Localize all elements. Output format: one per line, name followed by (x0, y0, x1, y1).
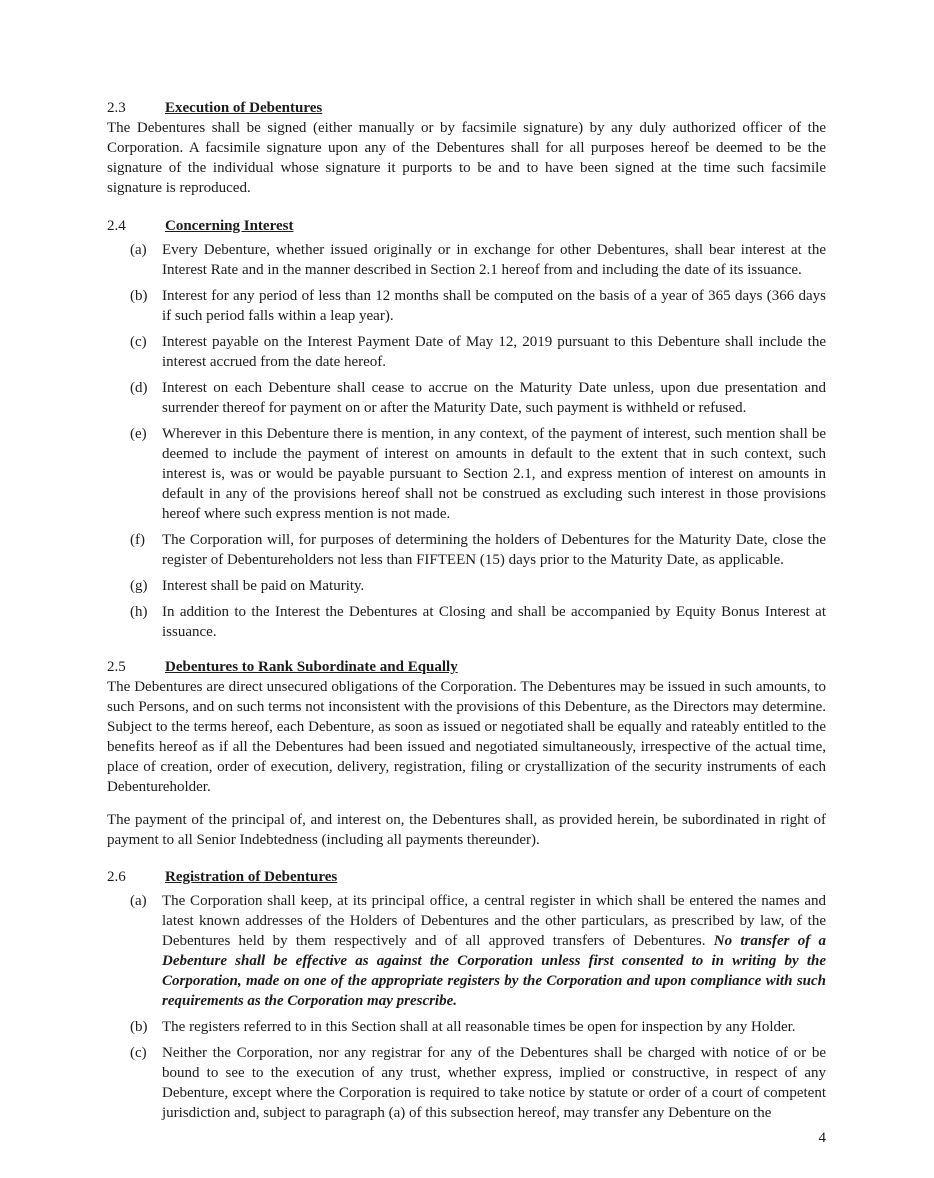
page-number: 4 (818, 1130, 826, 1146)
list-item-label: (d) (130, 380, 148, 396)
list-item-label: (b) (130, 288, 148, 304)
list-item-text: Every Debenture, whether issued originally or in exchange for other Debentures, shall bear interest at the Interest Rate and in the manner described in Section 2.1 hereof from and including the date of its issuance. (162, 242, 826, 278)
list-item-text: Interest for any period of less than 12 months shall be computed on the basis of a year of 365 days (366 days if such period falls within a leap year). (162, 288, 826, 324)
section-2-5-paragraph-1: The Debentures are direct unsecured obligations of the Corporation. The Debentures may be issued in such amounts, to such Persons, and on such terms not inconsistent with the provisions of this Debenture, as the Directors may determine. Subject to the terms hereof, each Debenture, as soon as issued or negotiated shall be equally and rateably entitled to the benefits hereof as if all the Debentures had been issued and negotiated simultaneously, irrespective of the actual time, place of creation, order of execution, delivery, registration, filing or crystallization of the security instruments of each Debentureholder. (107, 679, 826, 795)
list-item-label: (b) (130, 1019, 148, 1035)
list-item-label: (h) (130, 604, 148, 620)
list-item-f (130, 530, 826, 570)
section-number: 2.4 (107, 218, 126, 234)
section-2-4-list (107, 240, 826, 642)
list-item-label: (e) (130, 426, 147, 442)
list-item-label: (c) (130, 334, 147, 350)
section-2-3-paragraph: The Debentures shall be signed (either manually or by facsimile signature) by any duly authorized officer of the Corporation. A facsimile signature upon any of the Debentures shall for all purposes hereof be deemed to be the signature of the individual whose signature it purports to be and to have been signed at the time such facsimile signature is reproduced. (107, 120, 826, 196)
section-title: Registration of Debentures (165, 869, 338, 885)
section-2-5-paragraph-2: The payment of the principal of, and interest on, the Debentures shall, as provided herein, be subordinated in right of payment to all Senior Indebtedness (including all payments thereunder). (107, 812, 826, 848)
section-title: Debentures to Rank Subordinate and Equally (165, 659, 458, 675)
list-item-c (130, 332, 826, 372)
list-item-text: The Corporation shall keep, at its principal office, a central register in which shall be entered the names and latest known addresses of the Holders of Debentures and the other particulars, as prescribed by law, of the Debentures held by them respectively and of all approved transfers of Debentures. (162, 893, 826, 949)
list-item-g (130, 576, 826, 596)
list-item-a (130, 891, 826, 1011)
list-item-label: (c) (130, 1045, 147, 1061)
list-item-text: Interest payable on the Interest Payment Date of May 12, 2019 pursuant to this Debenture shall include the interest accrued from the date hereof. (162, 334, 826, 370)
list-item-label: (g) (130, 578, 148, 594)
list-item-text: The registers referred to in this Section shall at all reasonable times be open for inspection by any Holder. (162, 1019, 796, 1035)
list-item-label: (a) (130, 893, 147, 909)
list-item-b (130, 1017, 826, 1037)
section-heading-2-3 (107, 98, 826, 118)
section-title: Concerning Interest (165, 218, 294, 234)
list-item-label: (a) (130, 242, 147, 258)
list-item-text: Interest on each Debenture shall cease to accrue on the Maturity Date unless, upon due presentation and surrender thereof for payment on or after the Maturity Date, such payment is withheld or refused. (162, 380, 826, 416)
list-item-e (130, 424, 826, 524)
list-item-h (130, 602, 826, 642)
list-item-b (130, 286, 826, 326)
list-item-text: The Corporation will, for purposes of determining the holders of Debentures for the Maturity Date, close the register of Debentureholders not less than FIFTEEN (15) days prior to the Maturity Date, as applicable. (162, 532, 826, 568)
section-title: Execution of Debentures (165, 100, 323, 116)
list-item-text: Interest shall be paid on Maturity. (162, 578, 365, 594)
list-item-text: Wherever in this Debenture there is mention, in any context, of the payment of interest, such mention shall be deemed to include the payment of interest on amounts in default to the extent that in such context, such interest is, was or would be payable pursuant to Section 2.1, and express mention of interest on amounts in default in any of the provisions hereof shall not be construed as excluding such interest in those provisions hereof where such express mention is not made. (162, 426, 826, 522)
list-item-text: Neither the Corporation, nor any registrar for any of the Debentures shall be charged with notice of or be bound to see to the execution of any trust, whether express, implied or constructive, in respect of any Debenture, except where the Corporation is required to take notice by statute or order of a court of competent jurisdiction and, subject to paragraph (a) of this subsection hereof, may transfer any Debenture on the (162, 1045, 826, 1121)
list-item-label: (f) (130, 532, 145, 548)
list-item-c (130, 1043, 826, 1123)
section-number: 2.6 (107, 869, 126, 885)
section-heading-2-4 (107, 216, 826, 236)
list-item-text: In addition to the Interest the Debentures at Closing and shall be accompanied by Equity Bonus Interest at issuance. (162, 604, 826, 640)
list-item-a (130, 240, 826, 280)
section-heading-2-6 (107, 867, 826, 887)
list-item-emphasis-text: No transfer of a Debenture shall be effective as against the Corporation unless first consented to in writing by the Corporation, made on one of the appropriate registers by the Corporation and upon compliance with such requirements as the Corporation may prescribe. (162, 933, 826, 1009)
section-heading-2-5 (107, 657, 826, 677)
list-item-d (130, 378, 826, 418)
section-number: 2.5 (107, 659, 126, 675)
section-number: 2.3 (107, 100, 126, 116)
section-2-6-list (107, 891, 826, 1123)
